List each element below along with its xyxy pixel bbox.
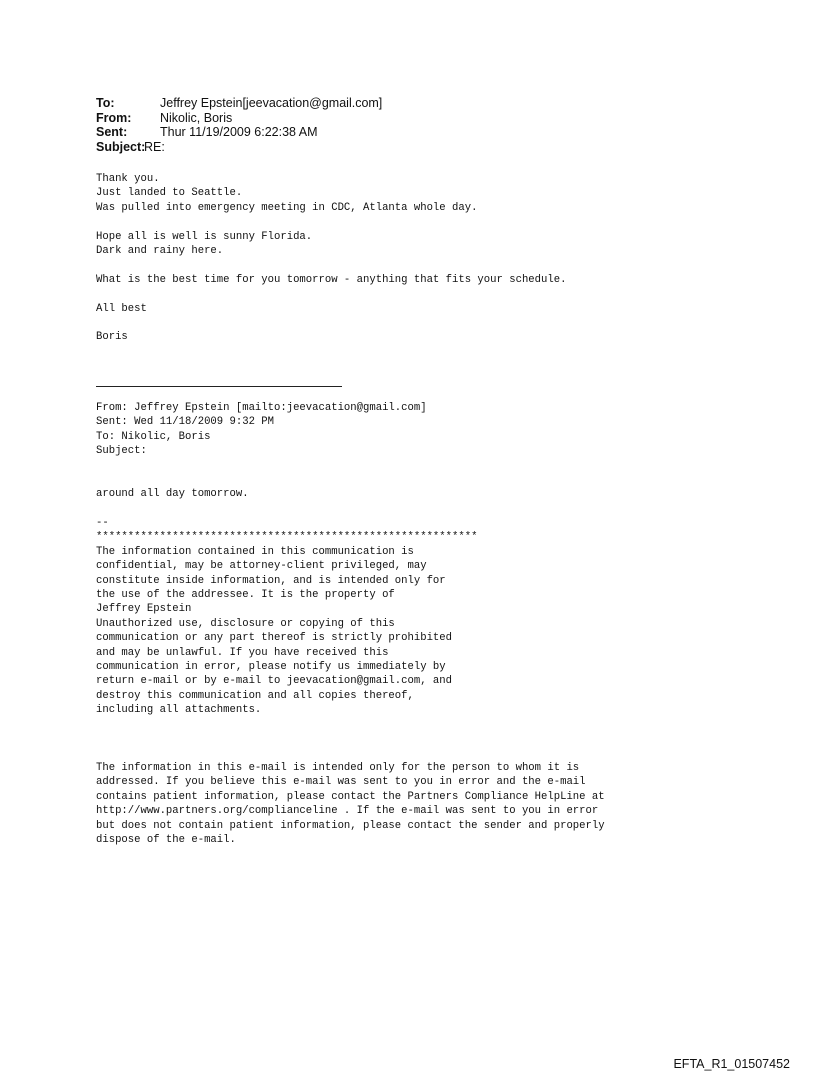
- sent-value: Thur 11/19/2009 6:22:38 AM: [160, 125, 318, 139]
- document-id: EFTA_R1_01507452: [673, 1057, 790, 1071]
- email-body: Thank you. Just landed to Seattle. Was pulled into emergency meeting in CDC, Atlanta whole day. Hope all is well is sunny Florida. Dark and rainy here. What is the best time for you tomorrow - anything that fits your schedule. All best Boris: [96, 173, 567, 344]
- email-header: [96, 96, 382, 154]
- to-row: [96, 96, 382, 111]
- from-label: From:: [96, 110, 132, 125]
- quoted-message-header: From: Jeffrey Epstein [mailto:jeevacation@gmail.com] Sent: Wed 11/18/2009 9:32 PM To: Nikolic, Boris Subject:: [96, 402, 427, 458]
- quoted-message-body: around all day tomorrow.: [96, 488, 249, 500]
- from-value: Nikolic, Boris: [160, 110, 233, 125]
- sent-row: [96, 125, 382, 140]
- subject-label: Subject:: [96, 139, 146, 154]
- subject-value: RE:: [144, 139, 165, 154]
- confidentiality-disclaimer: -- ************************************************************ The information contained in this communication is confidential, may be attorney-client privileged, may constitute inside information, and is intended only for the use of the addressee. It is the property of Jeffrey Epstein Unauthorized use, disclosure or copying of this communication or any part thereof is strictly prohibited and may be unlawful. If you have received this communication in error, please notify us immediately by return e-mail or by e-mail to jeevacation@gmail.com, and destroy this communication and all copies thereof, including all attachments.: [96, 517, 478, 717]
- partners-notice: The information in this e-mail is intended only for the person to whom it is addressed. If you believe this e-mail was sent to you in error and the e-mail contains patient information, please contact the Partners Compliance HelpLine at http://www.partners.org/complianceline . If the e-mail was sent to you in error but does not contain patient information, please contact the sender and properly dispose of the e-mail.: [96, 762, 605, 847]
- subject-row: [96, 140, 382, 155]
- sent-label: Sent:: [96, 125, 128, 139]
- from-row: [96, 111, 382, 126]
- to-value: Jeffrey Epstein[jeevacation@gmail.com]: [160, 96, 383, 110]
- to-label: To:: [96, 96, 115, 110]
- reply-separator: [96, 386, 342, 387]
